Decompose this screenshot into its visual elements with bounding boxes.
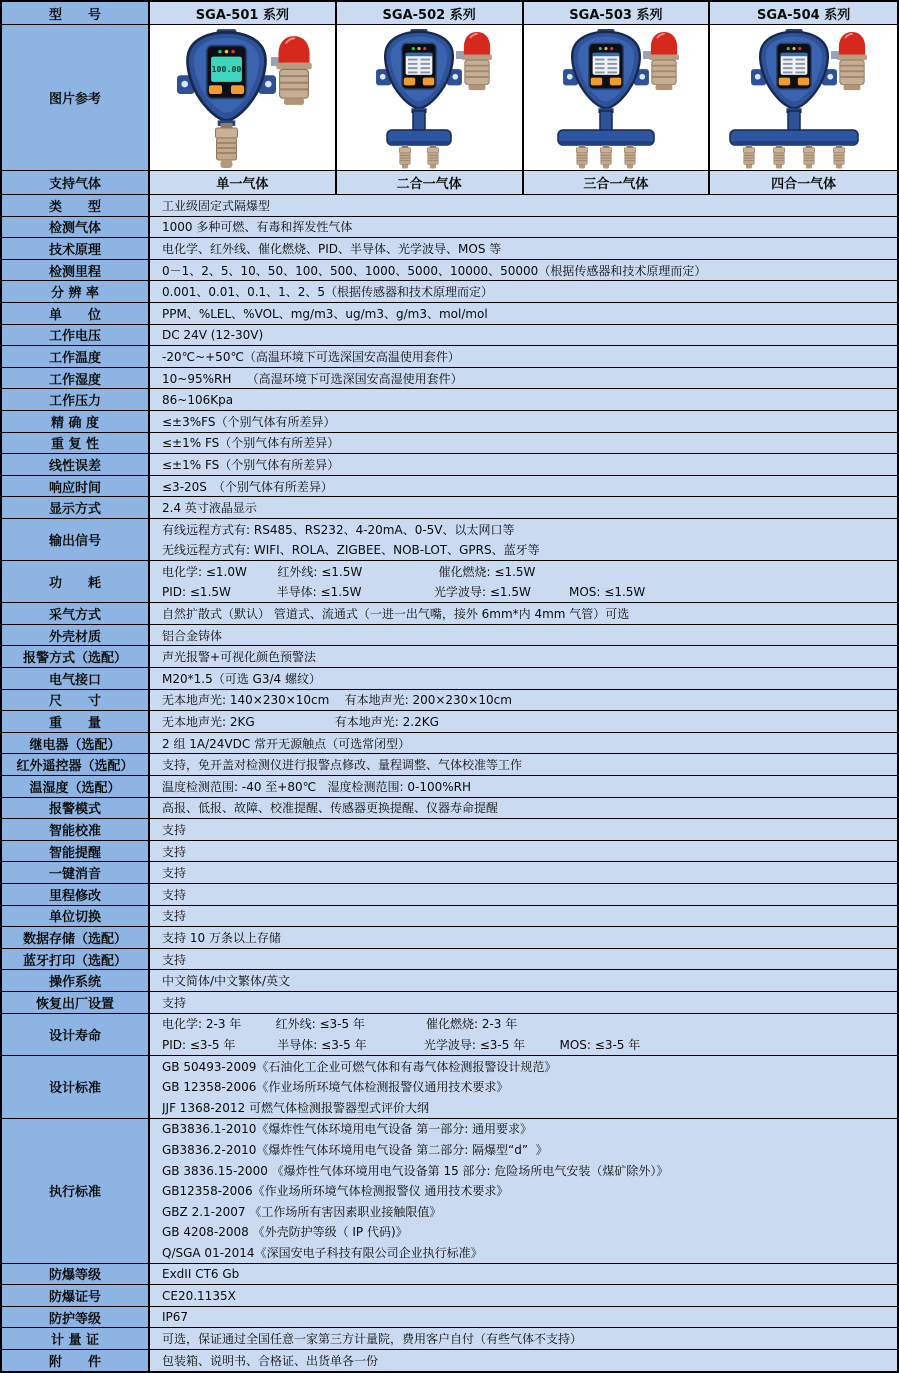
supported-gas-row (2, 171, 897, 195)
spec-row-label: 类 型 (2, 195, 150, 216)
product-image-sga-501 (150, 25, 337, 170)
spec-row-label: 继电器（选配） (2, 733, 150, 754)
spec-row-line: PID: ≤3-5 年 半导体: ≤3-5 年 光学波导: ≤3-5 年 MOS: ≤3-5 年 (162, 1037, 641, 1052)
spec-row-label: 电气接口 (2, 668, 150, 689)
spec-row (2, 433, 897, 455)
spec-row-line: 支持 (162, 952, 187, 967)
spec-row-line: 中文简体/中文繁体/英文 (162, 974, 291, 989)
spec-row-label: 执行标准 (2, 1119, 150, 1263)
spec-row-label: 计 量 证 (2, 1328, 150, 1349)
spec-row-label: 输出信号 (2, 519, 150, 560)
spec-row-line: 0－1、2、5、10、50、100、500、1000、5000、10000、50000（根据传感器和技术原理而定） (162, 263, 707, 278)
spec-row-line: JJF 1368-2012 可燃气体检测报警器型式评价大纲 (162, 1100, 430, 1115)
spec-row-label: 功 耗 (2, 561, 150, 602)
spec-row (2, 711, 897, 733)
supported-gas-label: 支持气体 (2, 171, 150, 194)
spec-row-value (150, 325, 897, 346)
gas-detector-triple-probe-icon (531, 27, 701, 169)
spec-row-line: DC 24V (12-30V) (162, 327, 264, 342)
spec-row-line: 无本地声光: 2KG 有本地声光: 2.2KG (162, 715, 439, 730)
spec-row-value (150, 668, 897, 689)
spec-row-line: 86~106Kpa (162, 392, 234, 407)
spec-row-value (150, 1264, 897, 1285)
spec-row-value (150, 690, 897, 711)
spec-row-value (150, 1014, 897, 1055)
spec-row-line: ≤±1% FS（个别气体有所差异） (162, 436, 340, 451)
product-image-sga-503 (524, 25, 711, 170)
spec-row-label: 单 位 (2, 303, 150, 324)
spec-row-label: 蓝牙打印（选配） (2, 949, 150, 970)
spec-row-label: 红外遥控器（选配） (2, 754, 150, 775)
spec-row-line: 支持，免开盖对检测仪进行报警点修改、量程调整、气体校准等工作 (162, 758, 523, 773)
spec-row-value (150, 368, 897, 389)
spec-row (2, 303, 897, 325)
spec-row (2, 1264, 897, 1286)
spec-row-line: 支持 (162, 995, 187, 1010)
spec-row-line: 可选，保证通过全国任意一家第三方计量院，费用客户自付（有些气体不支持） (162, 1332, 583, 1347)
spec-row-line: PPM、%LEL、%VOL、mg/m3、ug/m3、g/m3、mol/mol (162, 306, 488, 321)
spec-row-line: GB12358-2006《作业场所环境气体检测报警仪 通用技术要求》 (162, 1184, 509, 1199)
spec-row-line: GB 50493-2009《石油化工企业可燃气体和有毒气体检测报警设计规范》 (162, 1059, 557, 1074)
spec-row (2, 668, 897, 690)
spec-row-line: ≤±3%FS（个别气体有所差异） (162, 414, 336, 429)
spec-row-line: 2 组 1A/24VDC 常开无源触点（可选常闭型） (162, 736, 411, 751)
spec-row-line: 无线远程方式有: WIFI、ROLA、ZIGBEE、NOB-LOT、GPRS、蓝牙等 (162, 543, 540, 558)
spec-row-line: GB 4208-2008 《外壳防护等级（ IP 代码)》 (162, 1225, 408, 1240)
spec-row-label: 恢复出厂设置 (2, 992, 150, 1013)
spec-row-value (150, 949, 897, 970)
spec-row-line: GB 12358-2006《作业场所环境气体检测报警仪通用技术要求》 (162, 1080, 509, 1095)
spec-row-label: 技术原理 (2, 238, 150, 259)
spec-row-value (150, 776, 897, 797)
model-header-sga-503: SGA-503 系列 (524, 2, 711, 24)
model-header-label: 型 号 (2, 2, 150, 24)
supported-gas-sga-503: 三合一气体 (524, 171, 711, 194)
spec-row (2, 195, 897, 217)
supported-gas-sga-504: 四合一气体 (710, 171, 897, 194)
spec-row-label: 精 确 度 (2, 411, 150, 432)
spec-row (2, 281, 897, 303)
spec-row (2, 238, 897, 260)
spec-row (2, 927, 897, 949)
spec-row-label: 检测里程 (2, 260, 150, 281)
spec-row-value (150, 195, 897, 216)
spec-row-label: 重 量 (2, 711, 150, 732)
spec-row-line: 支持 (162, 887, 187, 902)
spec-row (2, 454, 897, 476)
spec-row-line: 支持 (162, 909, 187, 924)
spec-row-line: ExdII CT6 Gb (162, 1266, 240, 1281)
spec-row-line: GB3836.1-2010《爆炸性气体环境用电气设备 第一部分: 通用要求》 (162, 1122, 533, 1137)
spec-row (2, 561, 897, 603)
spec-row-label: 附 件 (2, 1350, 150, 1371)
spec-row-value (150, 798, 897, 819)
spec-row-line: GBZ 2.1-2007 《工作场所有害因素职业接触限值》 (162, 1204, 442, 1219)
spec-row (2, 476, 897, 498)
spec-row-value (150, 281, 897, 302)
spec-row-line: 自然扩散式（默认） 管道式、流通式（一进一出气嘴，接外 6mm*内 4mm 气管）可选 (162, 607, 630, 622)
spec-row (2, 733, 897, 755)
spec-row (2, 970, 897, 992)
spec-row-line: GB3836.2-2010《爆炸性气体环境用电气设备 第二部分: 隔爆型“d” 》 (162, 1142, 548, 1157)
product-image-row (2, 25, 897, 171)
spec-row (2, 603, 897, 625)
spec-row (2, 949, 897, 971)
spec-row-value (150, 1307, 897, 1328)
spec-row-label: 线性误差 (2, 454, 150, 475)
spec-row-value (150, 754, 897, 775)
spec-row-line: 支持 (162, 844, 187, 859)
gas-detector-single-probe-icon (157, 27, 327, 169)
spec-row (2, 1014, 897, 1056)
spec-row (2, 1119, 897, 1264)
spec-row-label: 工作湿度 (2, 368, 150, 389)
spec-row-label: 设计寿命 (2, 1014, 150, 1055)
spec-row (2, 1307, 897, 1329)
spec-row-line: ≤±1% FS（个别气体有所差异） (162, 457, 340, 472)
spec-row (2, 754, 897, 776)
spec-row (2, 346, 897, 368)
product-image-sga-504 (710, 25, 897, 170)
spec-row-label: 显示方式 (2, 497, 150, 518)
spec-row (2, 1056, 897, 1119)
spec-row-line: IP67 (162, 1310, 189, 1325)
spec-row-line: 电化学: 2-3 年 红外线: ≤3-5 年 催化燃烧: 2-3 年 (162, 1017, 518, 1032)
supported-gas-sga-502: 二合一气体 (337, 171, 524, 194)
spec-row-line: 电化学: ≤1.0W 红外线: ≤1.5W 催化燃烧: ≤1.5W (162, 564, 536, 579)
spec-row (2, 884, 897, 906)
spec-row-line: 支持 (162, 823, 187, 838)
spec-row-value (150, 970, 897, 991)
spec-row-label: 防爆证号 (2, 1285, 150, 1306)
spec-row-line: 电化学、红外线、催化燃烧、PID、半导体、光学波导、MOS 等 (162, 241, 502, 256)
spec-row-value (150, 992, 897, 1013)
spec-row-line: 包装箱、说明书、合格证、出货单各一份 (162, 1353, 379, 1368)
spec-row (2, 1350, 897, 1371)
spec-row (2, 497, 897, 519)
spec-row-value (150, 841, 897, 862)
spec-row-value (150, 646, 897, 667)
spec-row-label: 智能校准 (2, 819, 150, 840)
spec-row-line: M20*1.5（可选 G3/4 螺纹） (162, 671, 321, 686)
spec-row-value (150, 497, 897, 518)
spec-row-label: 工作压力 (2, 389, 150, 410)
gas-detector-quad-probe-icon (719, 27, 889, 169)
spec-row-value (150, 1328, 897, 1349)
spec-row-value (150, 389, 897, 410)
model-header-sga-502: SGA-502 系列 (337, 2, 524, 24)
spec-row (2, 776, 897, 798)
spec-row-line: 有线远程方式有: RS485、RS232、4-20mA、0-5V、以太网口等 (162, 522, 515, 537)
spec-row-value (150, 884, 897, 905)
spec-row-line: GB 3836.15-2000 《爆炸性气体环境用电气设备第 15 部分: 危险场所电气安装（煤矿除外）》 (162, 1163, 669, 1178)
spec-row-label: 采气方式 (2, 603, 150, 624)
spec-row (2, 1328, 897, 1350)
spec-row-value (150, 906, 897, 927)
spec-row-line: 10~95%RH （高湿环境下可选深国安高湿使用套件） (162, 371, 463, 386)
supported-gas-sga-501: 单一气体 (150, 171, 337, 194)
spec-row-line: 0.001、0.01、0.1、1、2、5（根据传感器和技术原理而定） (162, 285, 494, 300)
product-image-sga-502 (337, 25, 524, 170)
spec-row-value (150, 1285, 897, 1306)
spec-row-line: Q/SGA 01-2014《深国安电子科技有限公司企业执行标准》 (162, 1245, 483, 1260)
spec-row-value (150, 519, 897, 560)
spec-row-line: -20℃~+50℃（高温环境下可选深国安高温使用套件） (162, 349, 460, 364)
spec-row-label: 报警方式（选配） (2, 646, 150, 667)
spec-row-value (150, 1056, 897, 1118)
spec-row-line: CE20.1135X (162, 1288, 236, 1303)
spec-row (2, 389, 897, 411)
spec-row-label: 尺 寸 (2, 690, 150, 711)
spec-row-label: 检测气体 (2, 217, 150, 238)
spec-row-label: 外壳材质 (2, 625, 150, 646)
spec-row-label: 里程修改 (2, 884, 150, 905)
spec-row-line: 支持 10 万条以上存储 (162, 930, 281, 945)
spec-row (2, 625, 897, 647)
spec-row-value (150, 238, 897, 259)
spec-row (2, 646, 897, 668)
model-header-row (2, 2, 897, 25)
spec-row-label: 操作系统 (2, 970, 150, 991)
spec-row (2, 1285, 897, 1307)
model-header-sga-504: SGA-504 系列 (710, 2, 897, 24)
spec-row-line: 高报、低报、故障、校准提醒、传感器更换提醒、仪器寿命提醒 (162, 801, 499, 816)
spec-row-line: 声光报警+可视化颜色预警法 (162, 650, 317, 665)
spec-row-value (150, 476, 897, 497)
spec-row-value (150, 1350, 897, 1371)
spec-row-value (150, 862, 897, 883)
spec-row-label: 一键消音 (2, 862, 150, 883)
spec-row-label: 报警模式 (2, 798, 150, 819)
spec-row-value (150, 217, 897, 238)
image-row-label: 图片参考 (2, 25, 150, 170)
spec-row-label: 智能提醒 (2, 841, 150, 862)
spec-row-line: PID: ≤1.5W 半导体: ≤1.5W 光学波导: ≤1.5W MOS: ≤1.5W (162, 585, 646, 600)
spec-row-label: 设计标准 (2, 1056, 150, 1118)
spec-row-line: 1000 多种可燃、有毒和挥发性气体 (162, 220, 353, 235)
spec-row-label: 防护等级 (2, 1307, 150, 1328)
spec-row-value (150, 711, 897, 732)
spec-row-line: 2.4 英寸液晶显示 (162, 501, 257, 516)
spec-row-line: 无本地声光: 140×230×10cm 有本地声光: 200×230×10cm (162, 693, 512, 708)
spec-row-label: 工作电压 (2, 325, 150, 346)
spec-row-line: 支持 (162, 866, 187, 881)
spec-row-line: 温度检测范围: -40 至+80℃ 湿度检测范围: 0-100%RH (162, 779, 472, 794)
spec-row-line: 铝合金铸体 (162, 628, 223, 643)
spec-row (2, 841, 897, 863)
spec-row-value (150, 625, 897, 646)
gas-detector-dual-probe-icon (344, 27, 514, 169)
spec-row-value (150, 260, 897, 281)
spec-row-label: 数据存储（选配） (2, 927, 150, 948)
spec-row (2, 992, 897, 1014)
spec-row-label: 防爆等级 (2, 1264, 150, 1285)
spec-row (2, 260, 897, 282)
spec-row-value (150, 819, 897, 840)
spec-row (2, 368, 897, 390)
spec-row-value (150, 561, 897, 602)
spec-row-value (150, 303, 897, 324)
spec-row (2, 819, 897, 841)
spec-row (2, 906, 897, 928)
spec-row-label: 响应时间 (2, 476, 150, 497)
spec-row (2, 411, 897, 433)
spec-row (2, 690, 897, 712)
spec-rows (2, 195, 897, 1371)
spec-row (2, 862, 897, 884)
spec-row (2, 798, 897, 820)
model-header-sga-501: SGA-501 系列 (150, 2, 337, 24)
spec-row-line: ≤3-20S （个别气体有所差异） (162, 479, 333, 494)
spec-row-label: 单位切换 (2, 906, 150, 927)
spec-row (2, 519, 897, 561)
spec-row-line: 工业级固定式隔爆型 (162, 198, 271, 213)
spec-row-value (150, 346, 897, 367)
spec-row-value (150, 603, 897, 624)
spec-row-label: 重 复 性 (2, 433, 150, 454)
spec-row (2, 217, 897, 239)
spec-row-value (150, 433, 897, 454)
spec-row-value (150, 1119, 897, 1263)
spec-row (2, 325, 897, 347)
spec-row-label: 温湿度（选配） (2, 776, 150, 797)
spec-row-label: 分 辨 率 (2, 281, 150, 302)
spec-row-value (150, 411, 897, 432)
spec-row-label: 工作温度 (2, 346, 150, 367)
spec-row-value (150, 454, 897, 475)
spec-row-value (150, 733, 897, 754)
spec-row-value (150, 927, 897, 948)
